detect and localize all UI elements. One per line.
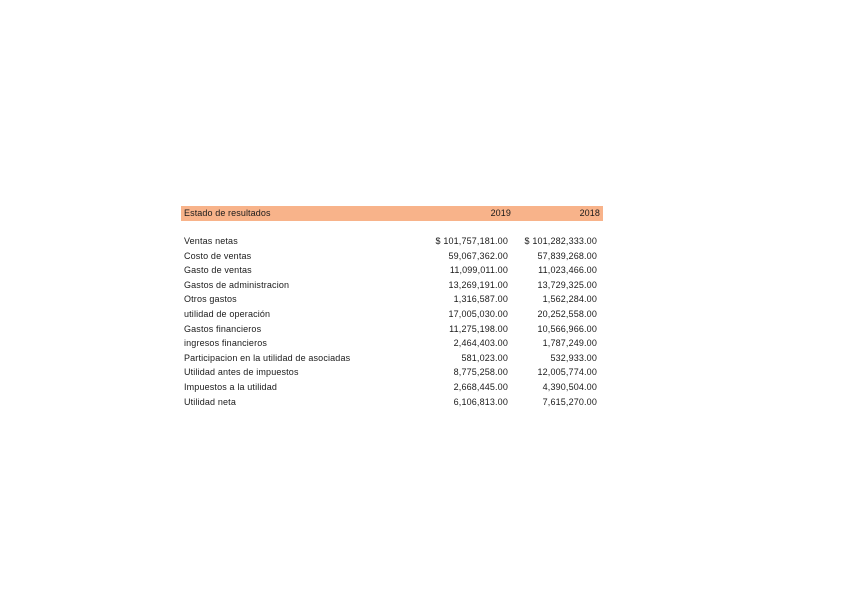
value-2019: 8,775,258.00	[453, 367, 508, 378]
table-title: Estado de resultados	[184, 208, 271, 218]
value-2018: 1,787,249.00	[542, 338, 597, 349]
value-2018: 4,390,504.00	[542, 381, 597, 392]
table-row	[181, 323, 603, 338]
table-row	[181, 308, 603, 323]
value-2018: 57,839,268.00	[537, 250, 597, 261]
table-row	[181, 235, 603, 250]
table-row	[181, 337, 603, 352]
value-2018: 12,005,774.00	[537, 367, 597, 378]
row-label: Costo de ventas	[184, 250, 252, 261]
table-row	[181, 250, 603, 265]
table-row	[181, 381, 603, 396]
value-2019: 11,275,198.00	[449, 323, 508, 334]
table-row	[181, 293, 603, 308]
table-row	[181, 264, 603, 279]
row-label: Gastos financieros	[184, 323, 262, 334]
value-2018: 7,615,270.00	[542, 396, 597, 407]
row-label: Utilidad antes de impuestos	[184, 367, 299, 378]
row-label: utilidad de operación	[184, 308, 271, 319]
value-2018: 13,729,325.00	[537, 279, 597, 290]
table-body	[181, 235, 603, 410]
table-header-row	[181, 206, 603, 221]
value-2019: 6,106,813.00	[453, 396, 508, 407]
table-row	[181, 352, 603, 367]
value-2019: 1,316,587.00	[453, 294, 508, 305]
value-2019: 2,464,403.00	[453, 338, 508, 349]
table-row	[181, 396, 603, 411]
value-2019: 17,005,030.00	[448, 308, 508, 319]
table-row	[181, 366, 603, 381]
row-label: Ventas netas	[184, 236, 238, 246]
row-label: Impuestos a la utilidad	[184, 381, 278, 392]
row-label: Participacion en la utilidad de asociadas	[184, 352, 351, 363]
value-2019: 581,023.00	[461, 352, 508, 363]
column-header-2018: 2018	[579, 208, 600, 218]
value-2018: 20,252,558.00	[537, 308, 597, 319]
value-2018: 532,933.00	[550, 352, 597, 363]
value-2019: 59,067,362.00	[448, 250, 508, 261]
income-statement-table	[181, 206, 603, 410]
column-header-2019: 2019	[490, 208, 511, 218]
row-label: ingresos financieros	[184, 338, 268, 349]
value-2019: 11,099,011.00	[449, 265, 508, 276]
value-2019: 2,668,445.00	[453, 381, 508, 392]
value-2019: $ 101,757,181.00	[435, 236, 508, 246]
row-label: Gastos de administracion	[184, 279, 290, 290]
table-row	[181, 279, 603, 294]
row-label: Otros gastos	[184, 294, 237, 305]
value-2018: 1,562,284.00	[542, 294, 597, 305]
row-label: Utilidad neta	[184, 396, 236, 407]
value-2018: 10,566,966.00	[537, 323, 597, 334]
value-2019: 13,269,191.00	[448, 279, 508, 290]
value-2018: $ 101,282,333.00	[524, 236, 597, 246]
row-label: Gasto de ventas	[184, 265, 252, 276]
value-2018: 11,023,466.00	[538, 265, 597, 276]
